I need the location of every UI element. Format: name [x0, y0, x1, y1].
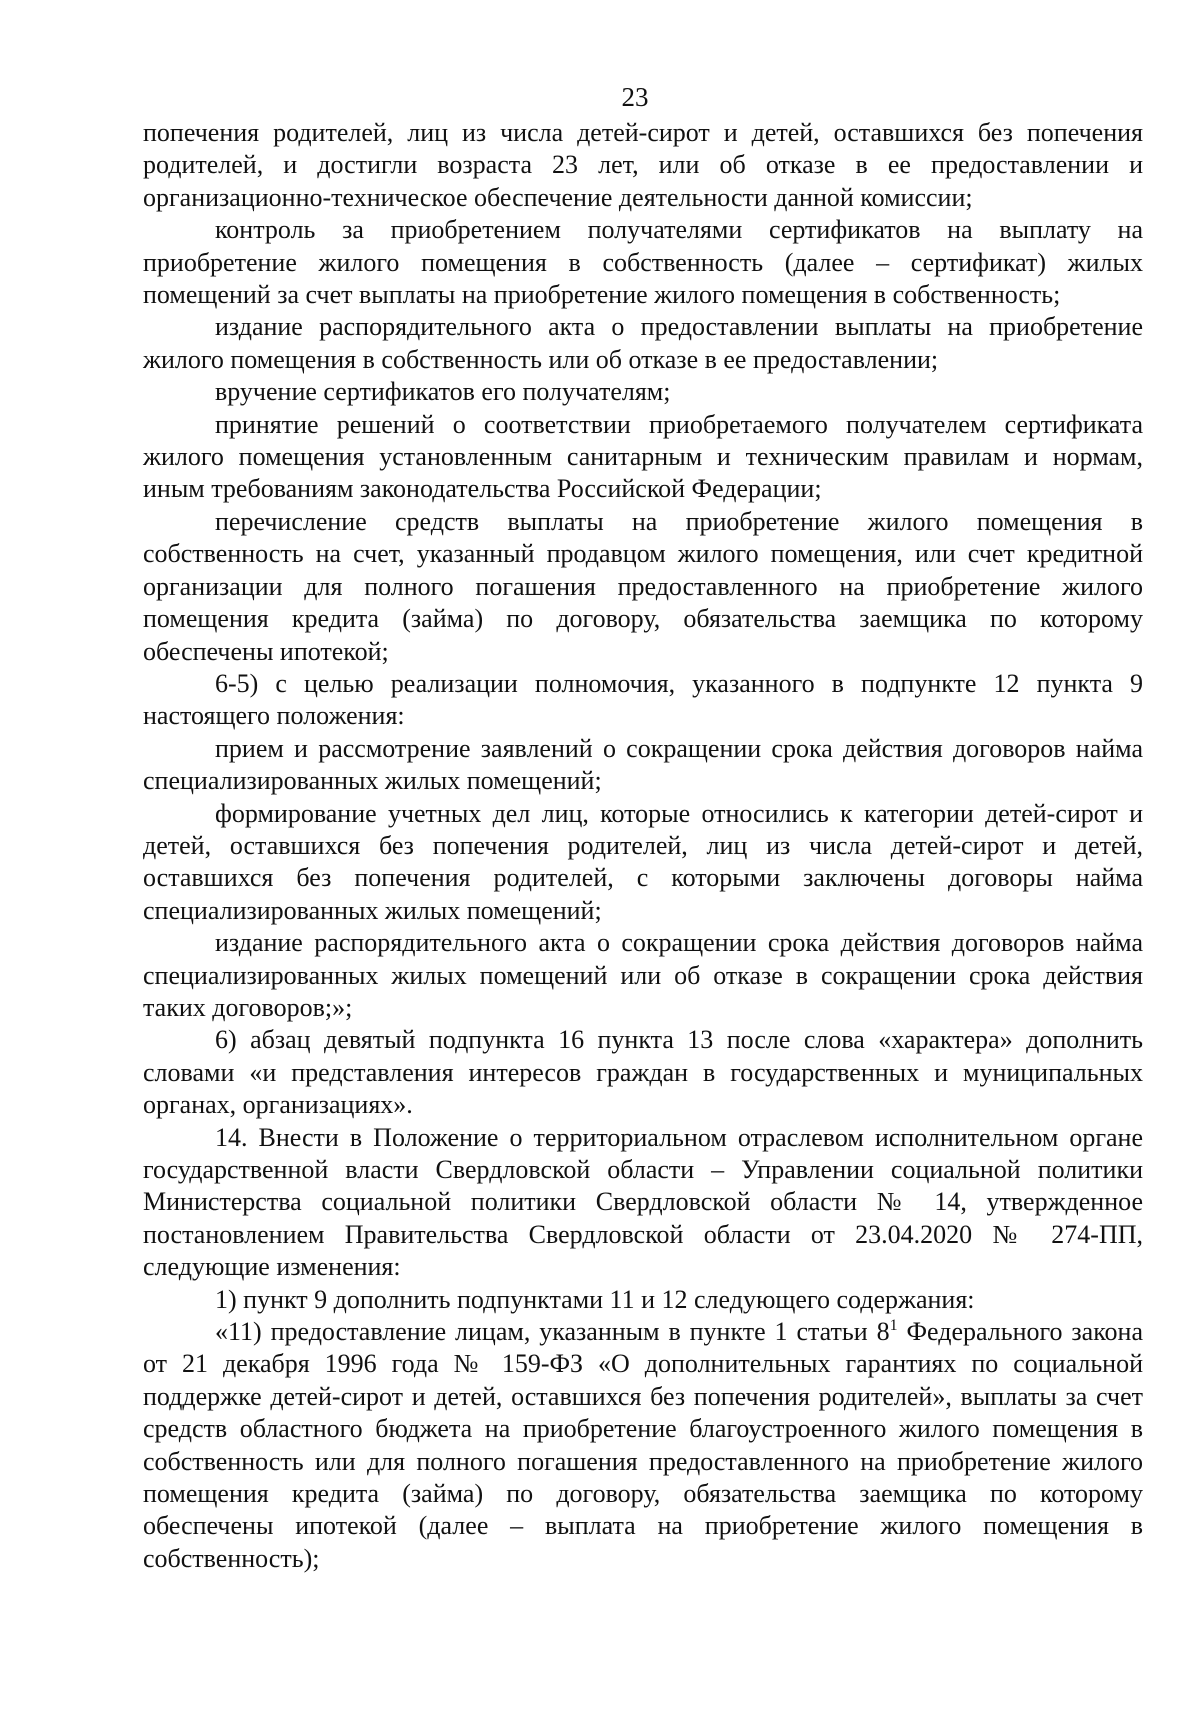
- paragraph: издание распорядительного акта о предоставлении выплаты на приобретение жилого помещения в собственность или об отказе в ее предоставлении;: [143, 312, 1143, 374]
- paragraph: формирование учетных дел лиц, которые относились к категории детей-сирот и детей, оставшихся без попечения родителей, лиц из числа детей-сирот и детей, оставшихся без попечения родителей, с которыми заключены договоры найма специализированных жилых помещений;: [143, 798, 1143, 925]
- paragraph-with-superscript: [143, 1316, 1143, 1575]
- paragraph: 6-5) с целью реализации полномочия, указанного в подпункте 12 пункта 9 настоящего положения:: [143, 668, 1143, 731]
- paragraph: 6) абзац девятый подпункта 16 пункта 13 после слова «характера» дополнить словами «и представления интересов граждан в государственных и муниципальных органах, организациях».: [143, 1025, 1143, 1120]
- document-body: [143, 117, 1143, 1575]
- paragraph-text: Федерального закона от 21 декабря 1996 года № 159-ФЗ «О дополнительных гарантиях по социальной поддержке детей-сирот и детей, оставшихся без попечения родителей»,: [143, 1317, 1143, 1411]
- paragraph: перечисление средств выплаты на приобретение жилого помещения в собственность на счет, указанный продавцом жилого помещения, или счет кредитной организации для полного погашения предоставленного на приобретение жилого помещения кредита (займа) по договору, обязательства заемщика по которому обеспечены ипотекой;: [143, 506, 1143, 666]
- paragraph: вручение сертификатов его получателям;: [215, 377, 671, 407]
- paragraph: 14. Внести в Положение о территориальном отраслевом исполнительном органе государственной власти Свердловской области – Управлении социальной политики Министерства социальной политики Свердловской области № 14, утвержденное постановлением Правительства Свердловской области от 23.04.2020 № 274-ПП, следующие изменения:: [143, 1122, 1143, 1282]
- paragraph-text: «11) предоставление лицам, указанным в пункте 1 статьи 8: [215, 1317, 890, 1347]
- paragraph: прием и рассмотрение заявлений о сокращении срока действия договоров найма специализированных жилых помещений;: [143, 733, 1143, 796]
- page-number: 23: [621, 82, 649, 112]
- paragraph: 1) пункт 9 дополнить подпунктами 11 и 12 следующего содержания:: [215, 1284, 975, 1314]
- paragraph: попечения родителей, лиц из числа детей-сирот и детей, оставшихся без попечения родителей, и достигли возраста 23 лет, или об отказе в ее предоставлении и организационно-техническое обеспечение деятельности данной комиссии;: [143, 118, 1143, 212]
- superscript: 1: [889, 1317, 898, 1335]
- paragraph: контроль за приобретением получателями сертификатов на выплату на приобретение жилого помещения в собственность (далее – сертификат) жилых помещений за счет выплаты на приобретение жилого помещения в собственность;: [143, 215, 1143, 310]
- paragraph: издание распорядительного акта о сокращении срока действия договоров найма специализированных жилых помещений или об отказе в сокращении срока действия таких договоров;»;: [143, 928, 1143, 1022]
- paragraph-text: выплаты за счет средств областного бюджета на приобретение благоустроенного жилого помещения в собственность или для полного погашения предоставленного на приобретение жилого помещения кредита (займа) по договору, обязательства заемщика по которому обеспечены ипотекой (далее – выплата на приобретение жилого помещения в собственность);: [143, 1381, 1143, 1573]
- paragraph: принятие решений о соответствии приобретаемого получателем сертификата жилого помещения установленным санитарным и техническим правилам и нормам, иным требованиям законодательства Российской Федерации;: [143, 409, 1143, 504]
